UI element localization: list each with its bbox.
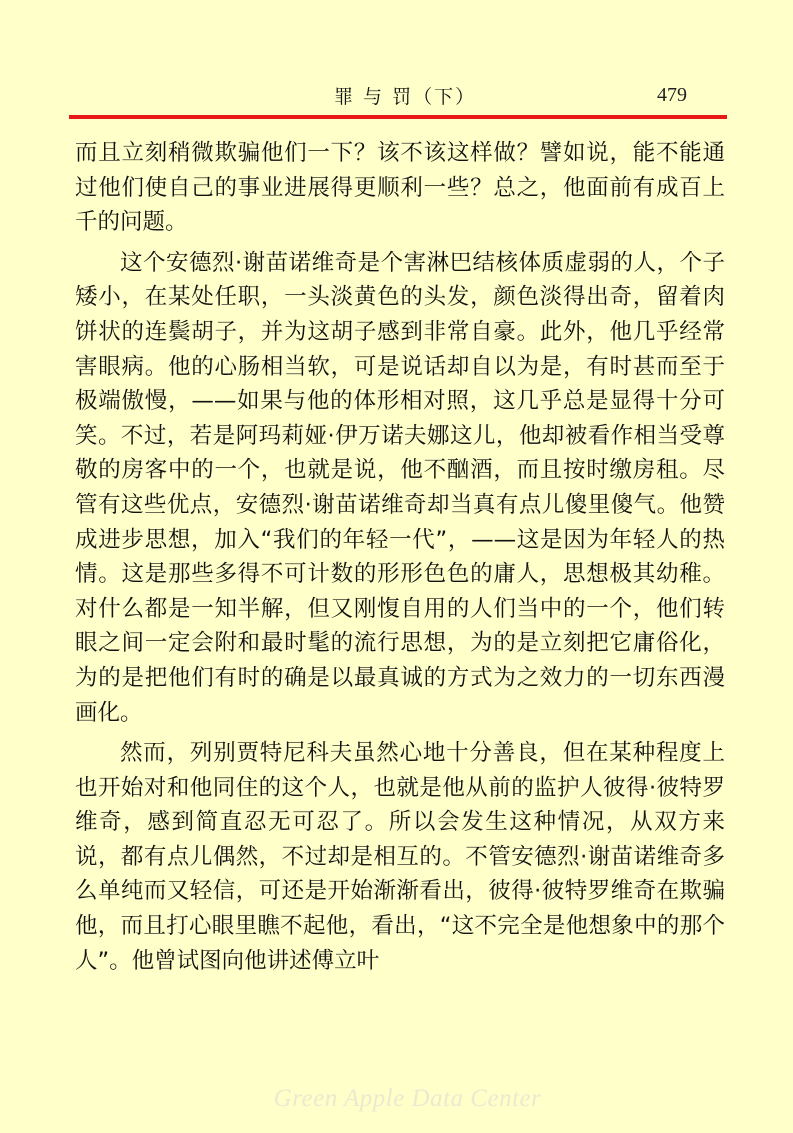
header-rule [69, 115, 727, 119]
page-number: 479 [657, 84, 687, 106]
running-title: 罪 与 罚（下） [334, 86, 477, 108]
page-body [75, 136, 725, 984]
paragraph-2: 这个安德烈·谢苗诺维奇是个害淋巴结核体质虚弱的人，个子矮小，在某处任职，一头淡黄色的头发，颜色淡得出奇，留着肉饼状的连鬓胡子，并为这胡子感到非常自豪。此外，他几乎经常害眼病。他的心肠相当软，可是说话却自以为是，有时甚而至于极端傲慢，——如果与他的体形相对照，这几乎总是显得十分可笑。不过，若是阿玛莉娅·伊万诺夫娜这儿，他却被看作相当受尊敬的房客中的一个，也就是说，他不酗酒，而且按时缴房租。尽管有这些优点，安德烈·谢苗诺维奇却当真有点儿傻里傻气。他赞成进步思想，加入“我们的年轻一代”，——这是因为年轻人的热情。这是那些多得不可计数的形形色色的庸人，思想极其幼稚。对什么都是一知半解，但又刚愎自用的人们当中的一个，他们转眼之间一定会附和最时髦的流行思想，为的是立刻把它庸俗化，为的是把他们有时的确是以最真诚的方式为之效力的一切东西漫画化。 [75, 249, 725, 726]
watermark: Green Apple Data Center [273, 1085, 542, 1112]
paragraph-1: 而且立刻稍微欺骗他们一下？该不该这样做？譬如说，能不能通过他们使自己的事业进展得更顺利一些？总之，他面前有成百上千的问题。 [75, 140, 725, 236]
paragraph-3: 然而，列别贾特尼科夫虽然心地十分善良，但在某种程度上也开始对和他同住的这个人，也就是他从前的监护人彼得·彼特罗维奇，感到简直忍无可忍了。所以会发生这种情况，从双方来说，都有点儿偶然，不过却是相互的。不管安德烈·谢苗诺维奇多么单纯而又轻信，可还是开始渐渐看出，彼得·彼特罗维奇在欺骗他，而且打心眼里瞧不起他，看出，“这不完全是他想象中的那个人”。他曾试图向他讲述傅立叶 [75, 740, 725, 974]
page-header [0, 0, 793, 120]
